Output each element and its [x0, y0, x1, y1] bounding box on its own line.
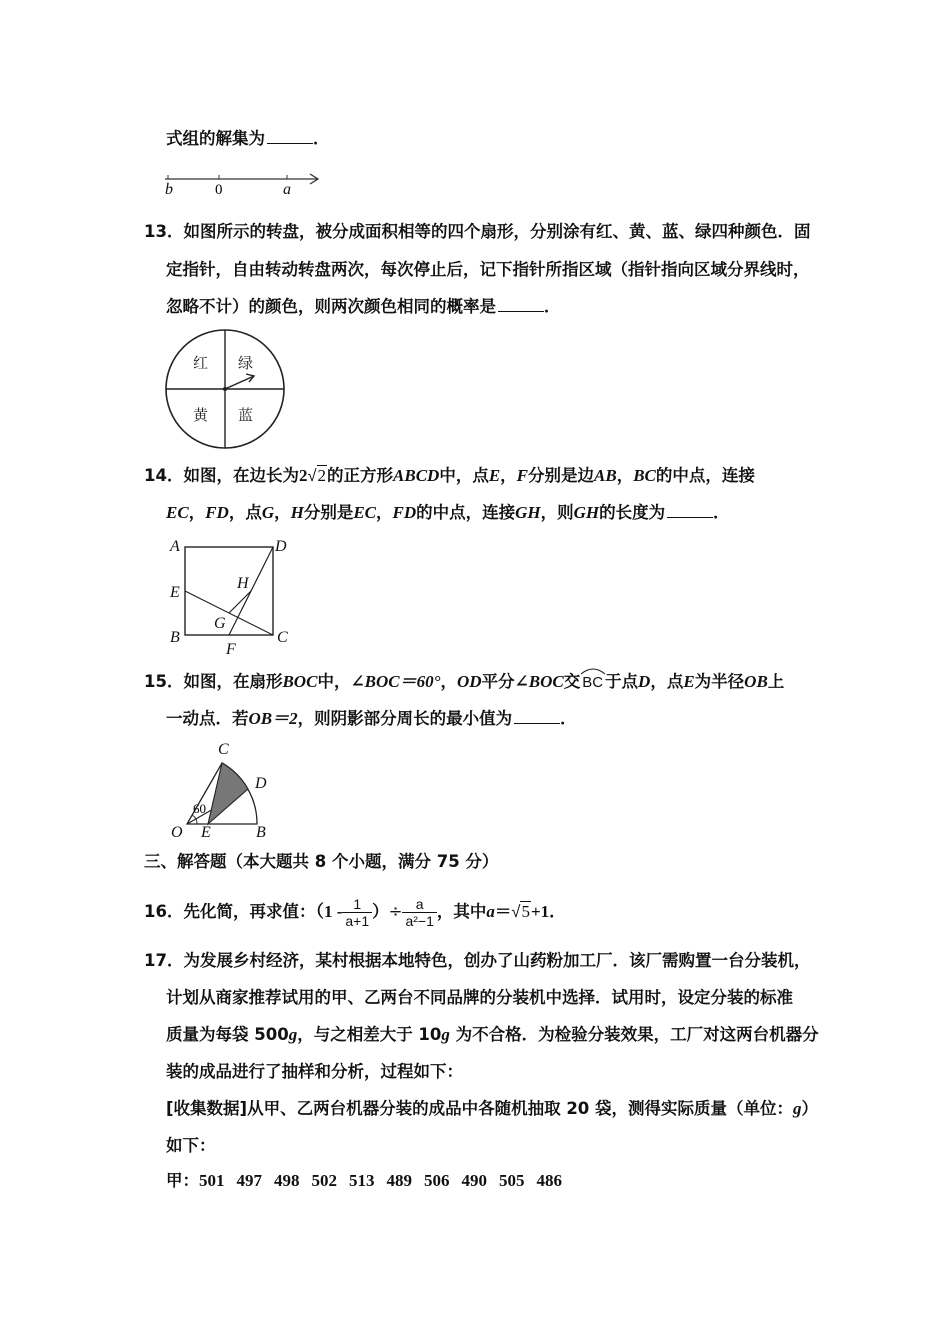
- answer-blank: [267, 129, 313, 144]
- data-value: 489: [386, 1171, 412, 1190]
- q17-line4: 装的成品进行了抽样和分析，过程如下：: [166, 1062, 463, 1081]
- number-line-figure: [160, 168, 330, 200]
- data-value: 486: [536, 1171, 562, 1190]
- spinner-pointer: [225, 376, 254, 389]
- label-O: O: [171, 824, 183, 841]
- label-B: B: [170, 629, 180, 646]
- sector-green: 绿: [238, 354, 254, 372]
- label-0: 0: [215, 182, 223, 198]
- square-abcd: [185, 547, 273, 635]
- answer-blank: [498, 297, 544, 312]
- q15-line2: 一动点．若OB＝2，则阴影部分周长的最小值为 ．: [166, 709, 577, 728]
- label-F: F: [226, 641, 236, 658]
- data-value: 513: [349, 1171, 375, 1190]
- label-A: A: [170, 538, 180, 555]
- square-figure: [166, 535, 296, 659]
- answer-blank: [514, 709, 560, 724]
- data-value: 498: [274, 1171, 300, 1190]
- q13-line3: 忽略不计）的颜色，则两次颜色相同的概率是 ．: [166, 297, 561, 316]
- fraction-1: $\frac{1}{a+1}$: [342, 896, 372, 929]
- q13-line1: 13．如图所示的转盘，被分成面积相等的四个扇形，分别涂有红、黄、蓝、绿四种颜色．固: [144, 222, 811, 241]
- sector-figure: [166, 738, 286, 842]
- fraction-2: $\frac{a}{\text{a²−1}}$: [402, 896, 436, 929]
- arc-symbol: [580, 667, 606, 675]
- section-heading: 三、解答题（本大题共 8 个小题，满分 75 分）: [144, 852, 499, 871]
- q15-line1: 15．如图，在扇形BOC中，∠BOC＝60°，OD平分∠BOC交 BC 于点D，点E为半径OB上: [144, 671, 784, 694]
- spinner-center: [223, 387, 227, 391]
- sector-yellow: 黄: [193, 406, 209, 424]
- q14-line2: EC，FD，点G，H分别是EC，FD的中点，连接GH，则GH的长度为 ．: [166, 503, 730, 522]
- segment-gh: [229, 591, 251, 613]
- arc-bc: BC: [580, 672, 605, 694]
- q17-data-row: 甲：501 497 498 502 513 489 506 490 505 486: [166, 1170, 574, 1192]
- data-values: [199, 1171, 574, 1190]
- q17-line5: [收集数据]从甲、乙两台机器分装的成品中各随机抽取 20 袋，测得实际质量（单位：g）: [166, 1099, 819, 1118]
- data-value: 490: [461, 1171, 487, 1190]
- q14-line1: 14．如图，在边长为2√2的正方形ABCD中，点E，F分别是边AB，BC的中点，连接: [144, 466, 755, 485]
- shaded-region: [208, 763, 248, 824]
- q13-line2: 定指针，自由转动转盘两次，每次停止后，记下指针所指区域（指针指向区域分界线时，: [166, 260, 810, 279]
- label-E: E: [170, 584, 180, 601]
- data-value: 506: [424, 1171, 450, 1190]
- q17-line6: 如下：: [166, 1136, 216, 1155]
- q17-line1: 17．为发展乡村经济，某村根据本地特色，创办了山药粉加工厂．该厂需购置一台分装机，: [144, 951, 811, 970]
- label-C: C: [218, 741, 229, 758]
- label-b: b: [165, 181, 173, 198]
- q17-line2: 计划从商家推荐试用的甲、乙两台不同品牌的分装机中选择．试用时，设定分装的标准: [166, 988, 793, 1007]
- data-value: 497: [236, 1171, 262, 1190]
- label-a: a: [283, 181, 291, 198]
- label-G: G: [214, 615, 226, 632]
- q12-line: 式组的解集为 ．: [166, 129, 330, 148]
- q17-line3: 质量为每袋 500g，与之相差大于 10g 为不合格．为检验分装效果，工厂对这两台机器分: [166, 1025, 819, 1044]
- data-value: 502: [311, 1171, 337, 1190]
- q16-line: 16．先化简，再求值：（1 - $\frac{1}{a+1}$ ）÷ $\frac{a}{\text{a²−1}}$ ，其中a＝√5+1．: [144, 896, 567, 929]
- sqrt-symbol: √2: [307, 466, 327, 485]
- label-D: D: [255, 775, 267, 792]
- angle-60-label: 60: [193, 801, 206, 816]
- label-B: B: [256, 824, 266, 841]
- answer-blank: [667, 503, 713, 518]
- sector-blue: 蓝: [238, 406, 254, 424]
- data-value: 505: [499, 1171, 525, 1190]
- label-C: C: [277, 629, 288, 646]
- data-value: 501: [199, 1171, 225, 1190]
- label-D: D: [275, 538, 287, 555]
- sqrt-symbol: √5: [511, 902, 530, 921]
- label-E: E: [201, 824, 211, 841]
- sector-red: 红: [193, 354, 209, 372]
- spinner-figure: [164, 328, 288, 452]
- label-H: H: [237, 575, 249, 592]
